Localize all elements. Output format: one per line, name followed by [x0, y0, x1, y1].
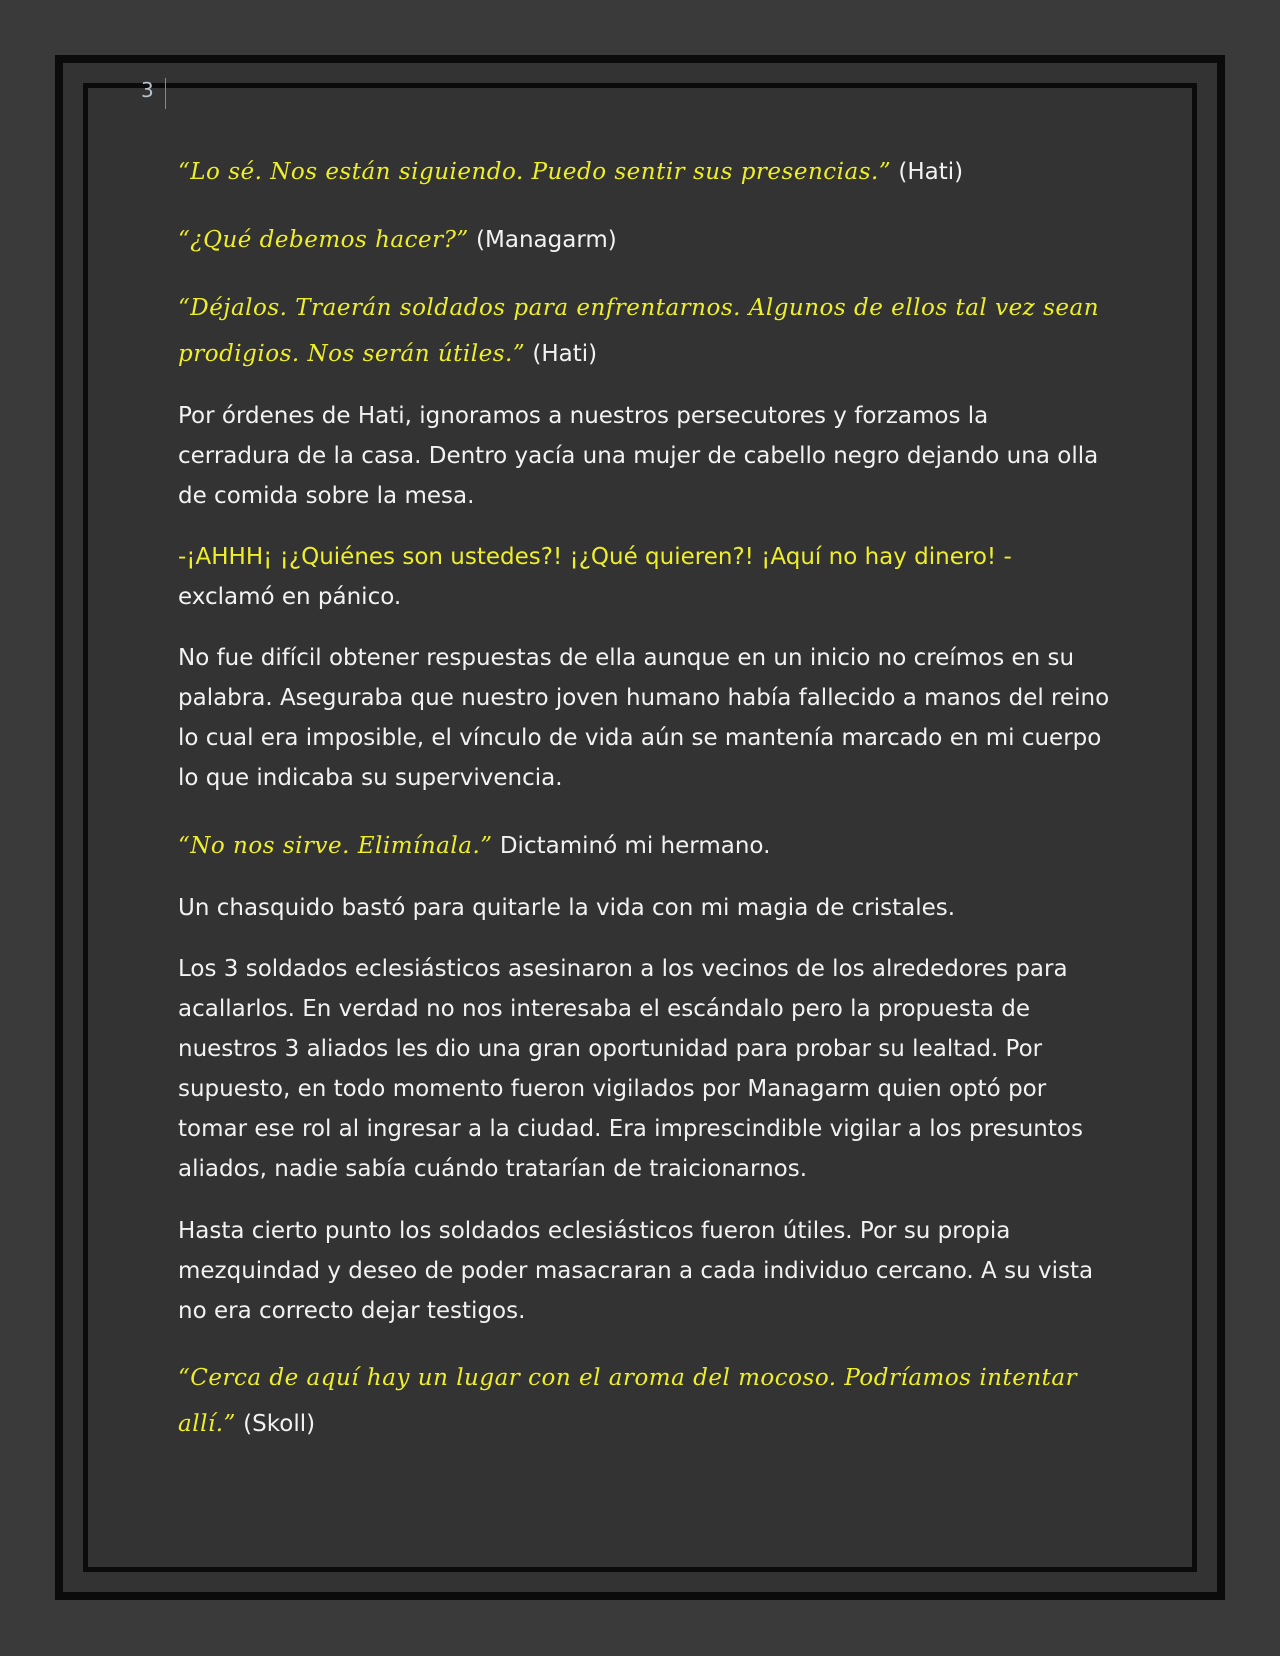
paragraph-9-line-3: nuestros 3 aliados les dio una gran oportunidad para probar su lealtad. Por: [178, 1036, 1043, 1062]
paragraph-10-line-2: mezquindad y deseo de poder masacraran a cada individuo cercano. A su vista: [178, 1258, 1094, 1284]
paragraph-3-line-2: [178, 334, 1103, 374]
paragraph-4-line-2: cerradura de la casa. Dentro yacía una mujer de cabello negro dejando una olla: [178, 443, 1099, 469]
paragraph-7: [178, 826, 1103, 866]
narration-text: Dictaminó mi hermano.: [492, 833, 771, 859]
paragraph-10-line-3: no era correcto dejar testigos.: [178, 1298, 526, 1324]
paragraph-9-line-4: supuesto, en todo momento fueron vigilados por Managarm quien optó por: [178, 1076, 1047, 1102]
quote-text: “Déjalos. Traerán soldados para enfrentarnos. Algunos de ellos tal vez sean: [178, 295, 1100, 321]
quote-text: “Lo sé. Nos están siguiendo. Puedo sentir sus presencias.”: [178, 159, 892, 185]
paragraph-9-line-6: aliados, nadie sabía cuándo tratarían de traicionarnos.: [178, 1156, 808, 1182]
speaker-tag: (Managarm): [468, 227, 617, 253]
paragraph-5-dialogue: -¡AHHH¡ ¡¿Quiénes son ustedes?! ¡¿Qué quieren?! ¡Aquí no hay dinero! -: [178, 544, 1012, 570]
paragraph-9-line-1: Los 3 soldados eclesiásticos asesinaron a los vecinos de los alrededores para: [178, 956, 1068, 982]
quote-text: “No nos sirve. Elimínala.”: [178, 833, 493, 859]
paragraph-3-line-1: [178, 288, 1103, 328]
quote-text: “¿Qué debemos hacer?”: [178, 227, 469, 253]
paragraph-6-line-1: No fue difícil obtener respuestas de ella aunque en un inicio no creímos en su: [178, 645, 1075, 671]
paragraph-6-line-4: lo que indicaba su supervivencia.: [178, 765, 563, 791]
paragraph-9-line-2: acallarlos. En verdad no nos interesaba el escándalo pero la propuesta de: [178, 996, 1031, 1022]
paragraph-11-line-2: [178, 1404, 1103, 1444]
paragraph-4-line-3: de comida sobre la mesa.: [178, 483, 475, 509]
page-number: 3: [141, 78, 154, 102]
paragraph-2: [178, 220, 1103, 260]
paragraph-11-line-1: [178, 1358, 1103, 1398]
quote-text: allí.”: [178, 1411, 236, 1437]
header-divider: [165, 78, 166, 109]
paragraph-1: [178, 152, 1103, 192]
quote-text: prodigios. Nos serán útiles.”: [178, 341, 526, 367]
speaker-tag: (Skoll): [235, 1411, 316, 1437]
paragraph-6-line-3: lo cual era imposible, el vínculo de vida aún se mantenía marcado en mi cuerpo: [178, 725, 1102, 751]
speaker-tag: (Hati): [891, 159, 964, 185]
speaker-tag: (Hati): [525, 341, 598, 367]
paragraph-5-line-2: exclamó en pánico.: [178, 584, 402, 610]
paragraph-9-line-5: tomar ese rol al ingresar a la ciudad. Era imprescindible vigilar a los presuntos: [178, 1116, 1083, 1142]
quote-text: “Cerca de aquí hay un lugar con el aroma del mocoso. Podríamos intentar: [178, 1365, 1078, 1391]
paragraph-10-line-1: Hasta cierto punto los soldados eclesiásticos fueron útiles. Por su propia: [178, 1218, 1011, 1244]
paragraph-8: Un chasquido bastó para quitarle la vida con mi magia de cristales.: [178, 895, 956, 921]
paragraph-6-line-2: palabra. Aseguraba que nuestro joven humano había fallecido a manos del reino: [178, 685, 1110, 711]
paragraph-4-line-1: Por órdenes de Hati, ignoramos a nuestros persecutores y forzamos la: [178, 403, 989, 429]
